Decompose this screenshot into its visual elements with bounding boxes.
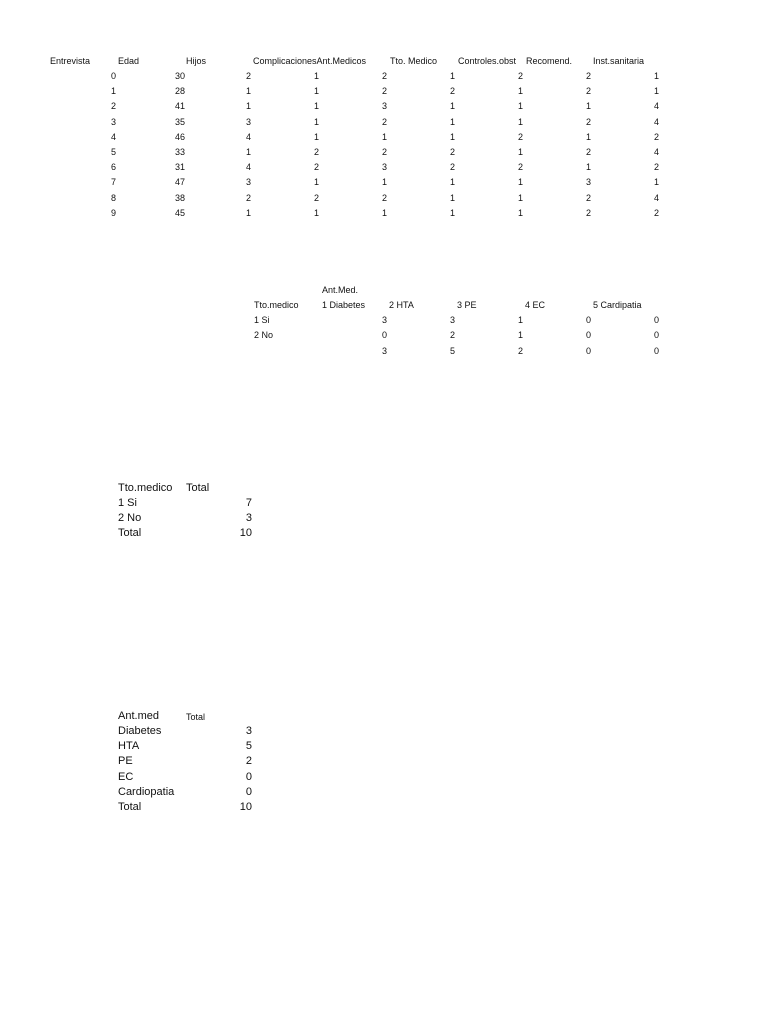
main-table-cell: 1 bbox=[313, 207, 319, 218]
main-table-cell: 1 bbox=[653, 86, 659, 97]
main-table-cell: 2 bbox=[313, 147, 319, 157]
crosstab-column-header: 2 HTA bbox=[389, 300, 414, 310]
main-table-cell: 1 bbox=[517, 147, 523, 157]
main-table-cell: 1 bbox=[585, 101, 591, 112]
main-table-cell: 2 bbox=[585, 207, 591, 218]
antmed-total-header: Total bbox=[186, 712, 206, 722]
antmed-row-label: Cardiopatia bbox=[118, 785, 175, 798]
main-table-cell: 35 bbox=[174, 116, 185, 127]
main-table-cell: 1 bbox=[585, 131, 591, 142]
main-table-cell: 33 bbox=[174, 147, 185, 157]
main-table-cell: 7 bbox=[110, 177, 116, 188]
main-table-cell: 46 bbox=[174, 131, 185, 142]
main-table-cell: 2 bbox=[517, 162, 523, 173]
main-table-cell: 47 bbox=[174, 177, 185, 188]
main-table-cell: 2 bbox=[585, 192, 591, 203]
main-table-cell: 1 bbox=[245, 86, 251, 97]
antmed-row-label: HTA bbox=[118, 740, 140, 753]
main-table-cell: 4 bbox=[653, 147, 659, 157]
main-table-cell: 41 bbox=[174, 101, 185, 112]
crosstab-cell: 0 bbox=[585, 315, 591, 325]
main-header-cell: Inst.sanitaria bbox=[593, 56, 645, 66]
main-table-cell: 1 bbox=[517, 116, 523, 127]
main-table-cell: 2 bbox=[381, 116, 387, 127]
main-table-cell: 1 bbox=[449, 116, 455, 127]
main-table-cell: 2 bbox=[313, 162, 319, 173]
main-table-cell: 5 bbox=[110, 147, 116, 157]
main-table-cell: 2 bbox=[381, 147, 387, 157]
main-table-cell: 1 bbox=[245, 101, 251, 112]
main-table-cell: 2 bbox=[381, 71, 387, 81]
main-table-cell: 9 bbox=[110, 207, 116, 218]
main-table-cell: 1 bbox=[381, 177, 387, 188]
main-table-cell: 1 bbox=[517, 192, 523, 203]
main-table-cell: 1 bbox=[449, 177, 455, 188]
main-table-cell: 2 bbox=[585, 147, 591, 157]
antmed-row-label: EC bbox=[118, 770, 134, 783]
main-table-cell: 2 bbox=[653, 131, 659, 142]
main-table-cell: 2 bbox=[245, 192, 251, 203]
main-table-cell: 2 bbox=[449, 162, 455, 173]
main-table-cell: 1 bbox=[313, 71, 319, 81]
main-table-cell: 1 bbox=[245, 147, 251, 157]
main-header-cell: ComplicacionesAnt.Medicos bbox=[253, 56, 367, 66]
main-table-cell: 1 bbox=[245, 207, 251, 218]
main-table-cell: 3 bbox=[110, 116, 116, 127]
main-table-cell: 1 bbox=[517, 86, 523, 97]
main-table-cell: 2 bbox=[585, 116, 591, 127]
crosstab-row-label: 2 No bbox=[254, 330, 274, 341]
crosstab-cell: 3 bbox=[381, 345, 387, 356]
crosstab-cell: 2 bbox=[449, 330, 455, 341]
main-table-cell: 4 bbox=[245, 131, 251, 142]
antmed-row-value: 10 bbox=[239, 801, 252, 813]
tto-row-label: 1 Si bbox=[118, 497, 137, 509]
crosstab-cell: 3 bbox=[449, 315, 455, 325]
main-header-cell: Hijos bbox=[186, 56, 207, 66]
main-table-cell: 4 bbox=[653, 192, 659, 203]
antmed-header: Ant.med bbox=[118, 710, 159, 722]
antmed-row-value: 0 bbox=[245, 770, 252, 783]
main-table-cell: 38 bbox=[174, 192, 185, 203]
main-table-cell: 2 bbox=[517, 131, 523, 142]
crosstab-cell: 1 bbox=[517, 315, 523, 325]
crosstab-column-header: 1 Diabetes bbox=[322, 300, 366, 310]
crosstab-cell: 0 bbox=[585, 330, 591, 341]
antmed-row-value: 2 bbox=[245, 755, 252, 768]
main-table-cell: 4 bbox=[653, 101, 659, 112]
crosstab-cell: 1 bbox=[517, 330, 523, 341]
main-table-cell: 1 bbox=[449, 207, 455, 218]
main-table-cell: 30 bbox=[174, 71, 185, 81]
tto-row-label: Total bbox=[118, 527, 142, 539]
crosstab-cell: 0 bbox=[653, 315, 659, 325]
main-table-cell: 1 bbox=[449, 131, 455, 142]
main-table-cell: 3 bbox=[245, 116, 251, 127]
main-table-cell: 3 bbox=[381, 162, 387, 173]
tto-row-label: 2 No bbox=[118, 512, 142, 524]
main-table-cell: 3 bbox=[381, 101, 387, 112]
crosstab-top-label: Ant.Med. bbox=[322, 285, 359, 295]
tto-row-value: 10 bbox=[239, 527, 252, 539]
main-table-cell: 8 bbox=[110, 192, 116, 203]
crosstab-cell: 0 bbox=[585, 345, 591, 356]
main-table-cell: 1 bbox=[449, 192, 455, 203]
tto-total-header: Total bbox=[186, 482, 210, 494]
crosstab-column-header: 3 PE bbox=[457, 300, 477, 310]
main-table-cell: 3 bbox=[585, 177, 591, 188]
main-table-cell: 3 bbox=[245, 177, 251, 188]
main-table-cell: 2 bbox=[517, 71, 523, 81]
crosstab-row-header: Tto.medico bbox=[254, 300, 299, 310]
antmed-row-value: 3 bbox=[245, 725, 252, 737]
main-table-cell: 0 bbox=[110, 71, 116, 81]
main-table-cell: 2 bbox=[653, 162, 659, 173]
main-header-cell: Controles.obst bbox=[458, 56, 517, 66]
main-table-cell: 1 bbox=[517, 177, 523, 188]
main-table-cell: 2 bbox=[381, 86, 387, 97]
main-table-cell: 1 bbox=[585, 162, 591, 173]
main-table-cell: 1 bbox=[653, 177, 659, 188]
main-table-cell: 1 bbox=[517, 101, 523, 112]
main-table-cell: 1 bbox=[517, 207, 523, 218]
main-table-cell: 1 bbox=[653, 71, 659, 81]
main-table-cell: 1 bbox=[110, 86, 116, 97]
main-table-cell: 2 bbox=[585, 86, 591, 97]
main-table-cell: 2 bbox=[585, 71, 591, 81]
main-table-cell: 6 bbox=[110, 162, 116, 173]
antmed-row-value: 0 bbox=[245, 785, 252, 798]
main-table-cell: 2 bbox=[653, 207, 659, 218]
crosstab-cell: 0 bbox=[653, 345, 659, 356]
main-table-cell: 28 bbox=[174, 86, 185, 97]
main-table-cell: 1 bbox=[313, 177, 319, 188]
tto-row-value: 7 bbox=[245, 497, 252, 509]
antmed-row-label: Diabetes bbox=[118, 725, 162, 737]
main-table-cell: 2 bbox=[449, 86, 455, 97]
main-table-cell: 45 bbox=[174, 207, 185, 218]
crosstab-row-label: 1 Si bbox=[254, 315, 270, 325]
main-table-cell: 1 bbox=[313, 131, 319, 142]
main-table-cell: 2 bbox=[381, 192, 387, 203]
main-table-cell: 4 bbox=[245, 162, 251, 173]
antmed-row-label: Total bbox=[118, 801, 142, 813]
main-table-cell: 4 bbox=[110, 131, 116, 142]
main-table-cell: 2 bbox=[449, 147, 455, 157]
main-header-cell: Edad bbox=[118, 56, 140, 66]
main-header-cell: Entrevista bbox=[50, 56, 91, 66]
crosstab-cell: 0 bbox=[381, 330, 387, 341]
main-table-cell: 1 bbox=[313, 116, 319, 127]
crosstab-cell: 3 bbox=[381, 315, 387, 325]
main-table-cell: 1 bbox=[449, 71, 455, 81]
main-header-cell: Tto. Medico bbox=[390, 56, 438, 66]
crosstab-cell: 0 bbox=[653, 330, 659, 341]
main-table-cell: 1 bbox=[381, 207, 387, 218]
tto-row-value: 3 bbox=[245, 512, 252, 524]
crosstab-column-header: 4 EC bbox=[525, 300, 546, 310]
main-table-cell: 4 bbox=[653, 116, 659, 127]
tto-header: Tto.medico bbox=[118, 482, 173, 494]
main-table-cell: 1 bbox=[381, 131, 387, 142]
main-table-cell: 1 bbox=[449, 101, 455, 112]
antmed-row-label: PE bbox=[118, 755, 133, 768]
main-table-cell: 31 bbox=[174, 162, 185, 173]
main-table-cell: 2 bbox=[110, 101, 116, 112]
main-header-cell: Recomend. bbox=[526, 56, 573, 66]
main-table-cell: 2 bbox=[245, 71, 251, 81]
crosstab-cell: 2 bbox=[517, 345, 523, 356]
crosstab-column-header: 5 Cardipatia bbox=[593, 300, 642, 310]
main-table-cell: 1 bbox=[313, 101, 319, 112]
crosstab-cell: 5 bbox=[449, 345, 455, 356]
main-table-cell: 2 bbox=[313, 192, 319, 203]
main-table-cell: 1 bbox=[313, 86, 319, 97]
antmed-row-value: 5 bbox=[245, 740, 252, 753]
